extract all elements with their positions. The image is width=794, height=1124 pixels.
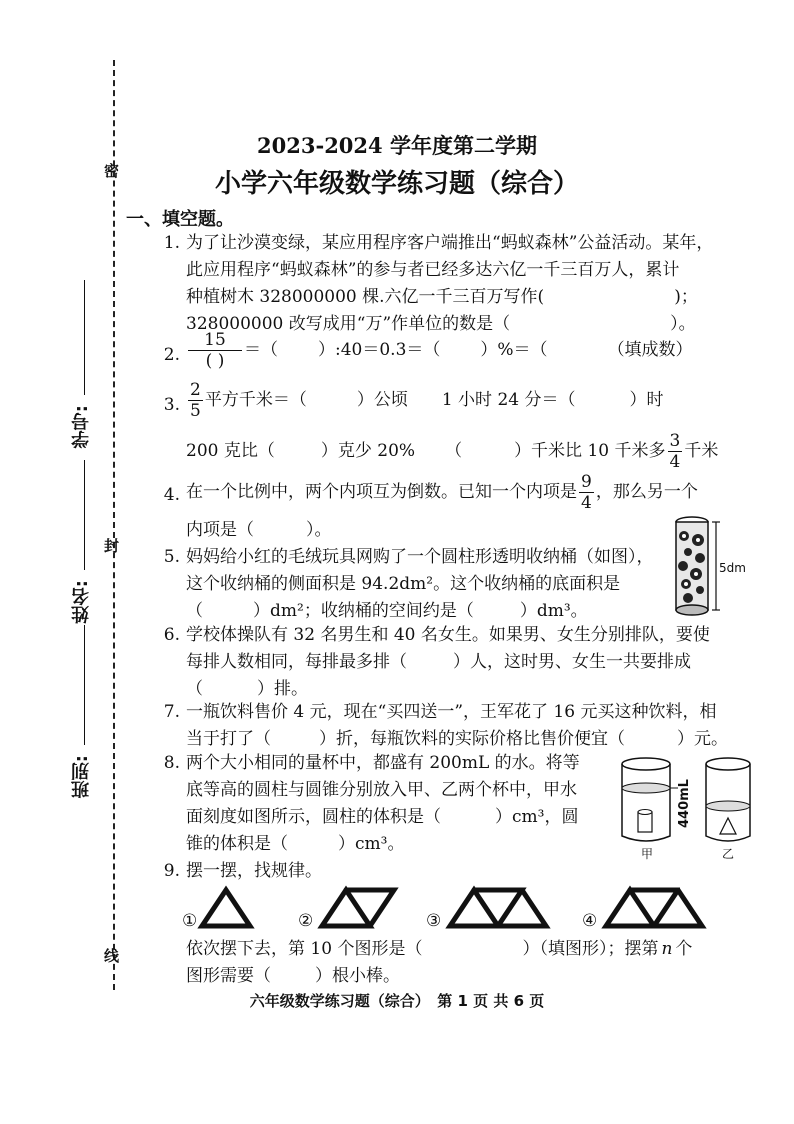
pattern-1 (182, 890, 250, 931)
q5-line-3a: （ (186, 601, 203, 621)
q1-line-3a: 种植树木 328000000 棵.六亿一千三百万写作( (186, 287, 545, 307)
q6-line-3a: （ (186, 679, 203, 699)
q1-line-4b: ）。 (670, 314, 696, 334)
q3-fraction-1-den: 5 (190, 401, 201, 421)
q6-line-2a: 每排人数相同，每排最多排（ (186, 652, 407, 672)
q5-line-1: 妈妈给小红的毛绒玩具网购了一个圆柱形透明收纳桶（如图）， (186, 547, 654, 567)
term-heading: 2023-2024 学年度第二学期 (257, 133, 537, 158)
q2-fraction (188, 330, 242, 371)
q9-line-1: 摆一摆，找规律。 (186, 861, 322, 881)
pattern-label-4: ④ (582, 911, 598, 931)
student-number-label: 学号: (71, 405, 92, 449)
name-blank (84, 460, 85, 570)
cup-volume-label: 440mL (677, 779, 692, 828)
q3-a1: 平方千米＝（ (204, 390, 307, 410)
q3-b2: ）克少 20% (320, 441, 416, 461)
stick-pattern-figure (180, 882, 680, 932)
q3-fraction-2 (668, 431, 683, 472)
question-number: 8. (163, 753, 180, 773)
question-number: 7. (163, 702, 180, 722)
q4-line-2a: 内项是（ (186, 520, 254, 540)
question-number: 4. (163, 485, 180, 505)
name-label: 姓名: (71, 580, 92, 624)
q8-line-4b: ）cm³。 (338, 834, 405, 854)
q1-line-3b: )； (674, 287, 698, 307)
measuring-cups-figure (616, 750, 766, 862)
q3-b3: （ (445, 441, 463, 461)
margin-seal-xian: 线 (104, 947, 120, 965)
q3-fraction-2-den: 4 (669, 452, 681, 472)
pattern-2 (298, 890, 394, 931)
q3-a3: 1 小时 24 分＝（ (441, 390, 576, 410)
name-field (62, 580, 102, 623)
pattern-3 (426, 890, 546, 931)
q4-line-2b: ）。 (306, 520, 332, 540)
q3-b5: 千米 (684, 441, 719, 461)
question-number: 5. (163, 547, 180, 567)
pattern-label-3: ③ (426, 911, 442, 931)
q3-a2: ）公顷 (356, 390, 408, 410)
q2-fraction-numerator: 15 (188, 330, 242, 351)
q3-a4: ）时 (629, 390, 664, 410)
q9-line-2b: ）（填图形）；摆第 (522, 939, 659, 959)
q7-line-2a: 当于打了（ (186, 729, 271, 749)
section-heading: 一、填空题。 (126, 209, 234, 230)
q1-line-4a: 328000000 改写成用“万”作单位的数是（ (186, 314, 511, 334)
q3-fraction-1 (188, 380, 203, 421)
q9-line-2a: 依次摆下去，第 10 个图形是（ (186, 939, 423, 959)
q3-fraction-2-num: 3 (669, 431, 681, 451)
q4-fraction-den: 4 (581, 493, 592, 513)
storage-bucket-figure (668, 514, 758, 618)
pattern-label-2: ② (298, 911, 314, 931)
question-number: 1. (163, 233, 180, 253)
q3-b1: 200 克比（ (186, 441, 275, 461)
q2-text-b: ）:40＝0.3＝（ (318, 340, 441, 360)
q5-line-3c: ）dm³。 (519, 601, 588, 621)
cup-a-label: 甲 (641, 847, 654, 861)
q9-variable-n: n (661, 939, 673, 959)
q3-b4: ）千米比 10 千米多 (514, 441, 666, 461)
class-blank (84, 625, 85, 745)
q6-line-3b: ）排。 (257, 679, 308, 699)
q5-line-2: 这个收纳桶的侧面积是 94.2dm²。这个收纳桶的底面积是 (186, 574, 621, 594)
student-number-field (62, 405, 102, 448)
q8-line-2: 底等高的圆柱与圆锥分别放入甲、乙两个杯中，甲水 (186, 780, 577, 800)
pattern-label-1: ① (182, 911, 198, 931)
margin-seal-mi: 密 (104, 162, 120, 180)
q2-text-c: ）%＝（ (480, 340, 548, 360)
q4-fraction (579, 472, 594, 513)
question-number: 2. (163, 345, 180, 365)
q2-fraction-denominator: ( ) (205, 351, 225, 371)
student-number-blank (84, 280, 85, 395)
q9-line-3a: 图形需要（ (186, 966, 271, 986)
q1-line-1: 为了让沙漠变绿，某应用程序客户端推出“蚂蚁森林”公益活动。某年， (186, 233, 714, 253)
q2-text-a: ＝（ (244, 340, 278, 360)
q8-line-1: 两个大小相同的量杯中，都盛有 200mL 的水。将等 (186, 753, 580, 773)
q4-line-1a: 在一个比例中，两个内项互为倒数。已知一个内项是 (186, 482, 577, 502)
question-number: 6. (163, 625, 180, 645)
margin-seal-feng: 封 (104, 537, 120, 555)
q2-text-d: （填成数） (607, 340, 693, 360)
bucket-height-label: 5dm (719, 561, 746, 575)
question-number: 3. (163, 395, 180, 415)
q4-fraction-num: 9 (581, 472, 592, 492)
q8-line-3a: 面刻度如图所示，圆柱的体积是（ (186, 807, 441, 827)
pattern-4-continuation (630, 882, 710, 932)
q7-line-2c: ）元。 (677, 729, 728, 749)
q9-line-2c: 个 (675, 939, 693, 959)
q1-line-2: 此应用程序“蚂蚁森林”的参与者已经多达六亿一千三百万人，累计 (186, 260, 680, 280)
q3-fraction-1-num: 2 (190, 380, 201, 400)
class-label: 班别: (71, 755, 92, 799)
q8-line-4a: 锥的体积是（ (186, 834, 288, 854)
page-title: 小学六年级数学练习题（综合） (214, 169, 579, 199)
page-footer: 六年级数学练习题（综合） 第 1 页 共 6 页 (249, 992, 545, 1010)
q6-line-2b: ）人，这时男、女生一共要排成 (453, 652, 691, 672)
q9-line-3b: ）根小棒。 (315, 966, 400, 986)
q8-line-3b: ）cm³，圆 (495, 807, 579, 827)
q7-line-2b: ）折，每瓶饮料的实际价格比售价便宜（ (319, 729, 625, 749)
question-number: 9. (163, 861, 180, 881)
class-field (62, 755, 102, 798)
q7-line-1: 一瓶饮料售价 4 元，现在“买四送一”，王军花了 16 元买这种饮料，相 (186, 702, 717, 722)
cup-b-label: 乙 (722, 847, 735, 861)
q6-line-1: 学校体操队有 32 名男生和 40 名女生。如果男、女生分别排队，要使 (186, 625, 710, 645)
q4-line-1b: ，那么另一个 (595, 482, 698, 502)
q5-line-3b: ）dm²；收纳桶的空间约是（ (253, 601, 474, 621)
